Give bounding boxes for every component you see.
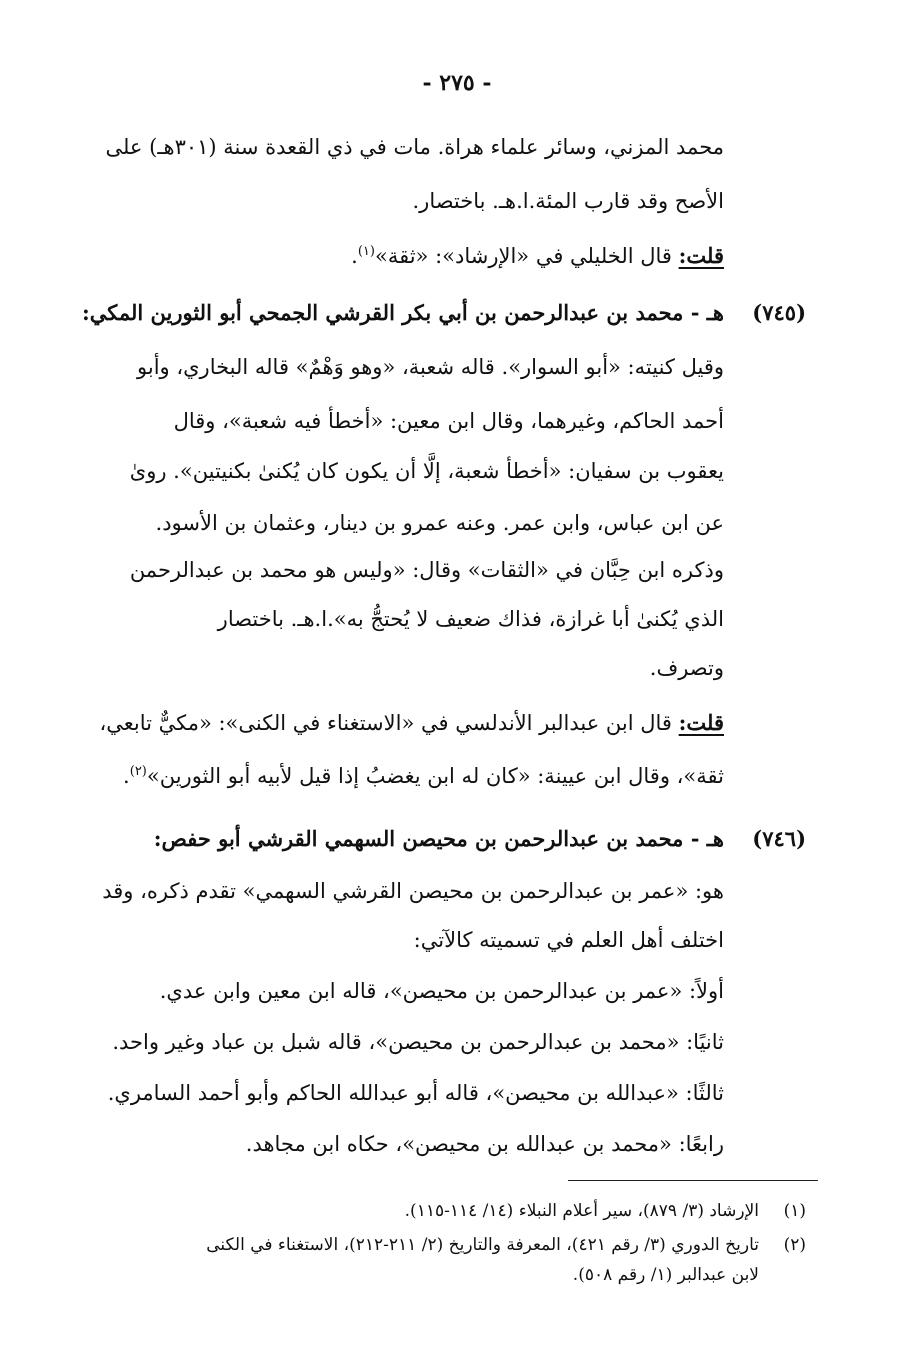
note-end: .	[351, 244, 358, 268]
entry-line: عن ابن عباس، وابن عمر. وعنه عمرو بن دينار، وعثمان بن الأسود.	[155, 511, 724, 535]
footnote-separator	[568, 1180, 818, 1181]
note-label: قلت:	[678, 710, 724, 735]
entry-line: أحمد الحاكم، وغيرهما، وقال ابن معين: «أخطأ فيه شعبة»، وقال	[173, 409, 724, 433]
continuation-line: محمد المزني، وسائر علماء هراة. مات في ذي القعدة سنة (٣٠١هـ) على	[105, 135, 724, 159]
note-text: قال الخليلي في «الإرشاد»: «ثقة»	[374, 244, 679, 268]
entry-line: أولاً: «عمر بن عبدالرحمن بن محيصن»، قاله ابن معين وابن عدي.	[159, 979, 724, 1003]
note-text: قال ابن عبدالبر الأندلسي في «الاستغناء في الكنى»: «مكيٌّ تابعي،	[99, 711, 679, 735]
entry-number: (٧٤٦)	[752, 826, 806, 851]
note-text: ثقة»، وقال ابن عيينة: «كان له ابن يغضبُ إذا قيل لأبيه أبو الثورين»	[146, 764, 724, 788]
note-end: .	[123, 764, 130, 788]
entry-line: هو: «عمر بن عبدالرحمن بن محيصن القرشي السهمي» تقدم ذكره، وقد	[102, 879, 724, 903]
entry-line: ثانيًا: «محمد بن عبدالرحمن بن محيصن»، قاله شبل بن عباد وغير واحد.	[112, 1030, 724, 1054]
note-paragraph	[123, 757, 724, 791]
entry-line: وذكره ابن حِبَّان في «الثقات» وقال: «وليس هو محمد بن عبدالرحمن	[129, 558, 724, 582]
page-number: - ٢٧٥ -	[422, 70, 492, 96]
footnote-number: (٢)	[783, 1235, 806, 1255]
continuation-line: الأصح وقد قارب المئة.ا.هـ. باختصار.	[412, 189, 724, 213]
footnote-text: لابن عبدالبر (١/ رقم ٥٠٨).	[572, 1265, 759, 1285]
entry-heading: هـ - محمد بن عبدالرحمن بن محيصن السهمي القرشي أبو حفص:	[153, 826, 724, 851]
entry-line: اختلف أهل العلم في تسميته كالآتي:	[413, 928, 724, 952]
footnote-number: (١)	[783, 1201, 806, 1221]
footnote-text: الإرشاد (٣/ ٨٧٩)، سير أعلام النبلاء (١٤/ ١١٤-١١٥).	[404, 1201, 759, 1221]
entry-line: وقيل كنيته: «أبو السوار». قاله شعبة، «وهو وَهْمٌ» قاله البخاري، وأبو	[137, 355, 724, 379]
note-label: قلت:	[678, 243, 724, 268]
entry-line: ثالثًا: «عبدالله بن محيصن»، قاله أبو عبدالله الحاكم وأبو أحمد السامري.	[107, 1081, 724, 1105]
note-paragraph	[99, 708, 724, 738]
entry-line: رابعًا: «محمد بن عبدالله بن محيصن»، حكاه ابن مجاهد.	[245, 1132, 724, 1156]
entry-heading: هـ - محمد بن عبدالرحمن بن أبي بكر القرشي الجمحي أبو الثورين المكي:	[81, 300, 724, 325]
entry-line: الذي يُكنىٰ أبا غرازة، فذاك ضعيف لا يُحتجُّ به».ا.هـ. باختصار	[217, 607, 724, 631]
note-paragraph	[351, 237, 724, 271]
entry-line: وتصرف.	[649, 656, 724, 680]
footnote-ref: (١)	[357, 244, 375, 259]
entry-number: (٧٤٥)	[752, 300, 806, 325]
footnote-ref: (٢)	[129, 764, 147, 779]
entry-line: يعقوب بن سفيان: «أخطأ شعبة، إلَّا أن يكون كان يُكنىٰ بكنيتين». روىٰ	[129, 459, 724, 483]
footnote-text: تاريخ الدوري (٣/ رقم ٤٢١)، المعرفة والتاريخ (٢/ ٢١١-٢١٢)، الاستغناء في الكنى	[206, 1235, 759, 1255]
